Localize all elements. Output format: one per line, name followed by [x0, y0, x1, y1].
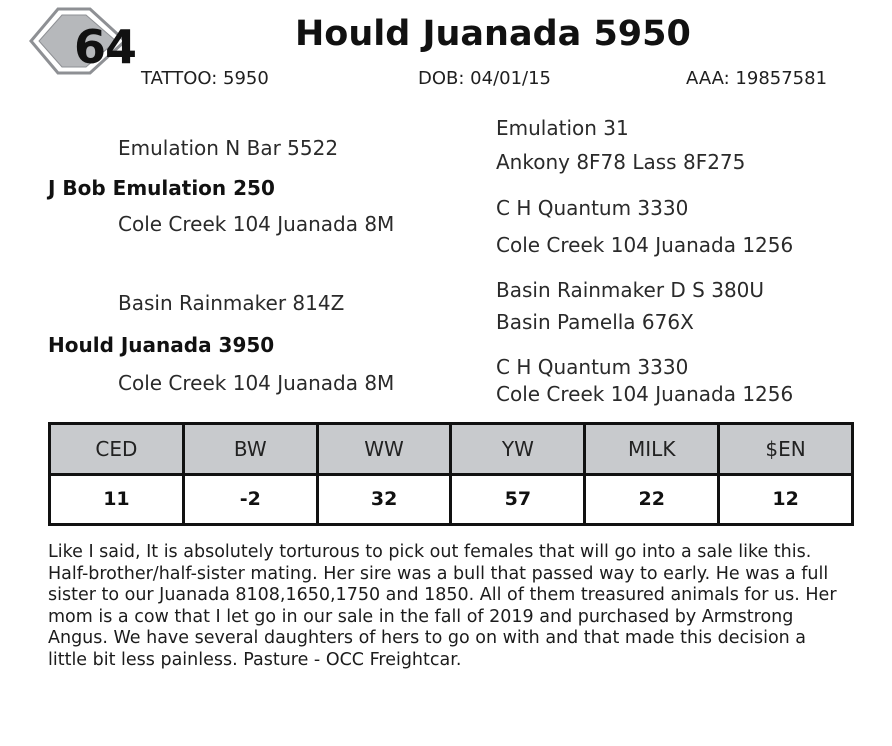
page-title: Hould Juanada 5950 [295, 14, 691, 54]
epd-header-yw: YW [451, 424, 585, 475]
epd-header-ww: WW [317, 424, 451, 475]
sire-sire: Emulation N Bar 5522 [118, 136, 339, 160]
epd-table [48, 422, 854, 526]
epd-value-bw: -2 [183, 474, 317, 525]
aaa-label: AAA: 19857581 [686, 68, 828, 89]
epd-value-ww: 32 [317, 474, 451, 525]
dam-name: Hould Juanada 3950 [48, 333, 275, 357]
sire-dam-dam: Cole Creek 104 Juanada 1256 [496, 233, 794, 257]
sire-name: J Bob Emulation 250 [48, 176, 275, 200]
epd-value-en: 12 [719, 474, 853, 525]
dam-dam-dam: Cole Creek 104 Juanada 1256 [496, 382, 794, 406]
tattoo-label: TATTOO: 5950 [141, 68, 269, 89]
epd-header-row [50, 424, 853, 475]
epd-value-milk: 22 [585, 474, 719, 525]
lot-number: 64 [74, 20, 137, 74]
dob-label: DOB: 04/01/15 [418, 68, 552, 89]
sire-sire-dam: Ankony 8F78 Lass 8F275 [496, 150, 746, 174]
epd-header-bw: BW [183, 424, 317, 475]
sire-sire-sire: Emulation 31 [496, 116, 629, 140]
dam-sire: Basin Rainmaker 814Z [118, 291, 345, 315]
epd-value-ced: 11 [50, 474, 184, 525]
epd-value-yw: 57 [451, 474, 585, 525]
lot-description: Like I said, It is absolutely torturous to pick out females that will go into a sale like this. Half-brother/half-sister mating. Her sire was a bull that passed way to early. He was a full sister to our Juanada 8108,1650,1750 and 1850. All of them treasured animals for us. Her mom is a cow that I let go in our sale in the fall of 2019 and purchased by Armstrong Angus. We have several daughters of hers to go on with and that made this decision a little bit less painless. Pasture - OCC Freightcar. [48, 542, 837, 670]
dam-dam-sire: C H Quantum 3330 [496, 355, 689, 379]
dam-sire-dam: Basin Pamella 676X [496, 310, 694, 334]
dam-dam: Cole Creek 104 Juanada 8M [118, 371, 395, 395]
epd-header-ced: CED [50, 424, 184, 475]
dam-sire-sire: Basin Rainmaker D S 380U [496, 278, 765, 302]
epd-value-row [50, 474, 853, 525]
lot-badge [28, 6, 137, 76]
epd-header-en: $EN [719, 424, 853, 475]
sire-dam-sire: C H Quantum 3330 [496, 196, 689, 220]
sire-dam: Cole Creek 104 Juanada 8M [118, 212, 395, 236]
epd-header-milk: MILK [585, 424, 719, 475]
